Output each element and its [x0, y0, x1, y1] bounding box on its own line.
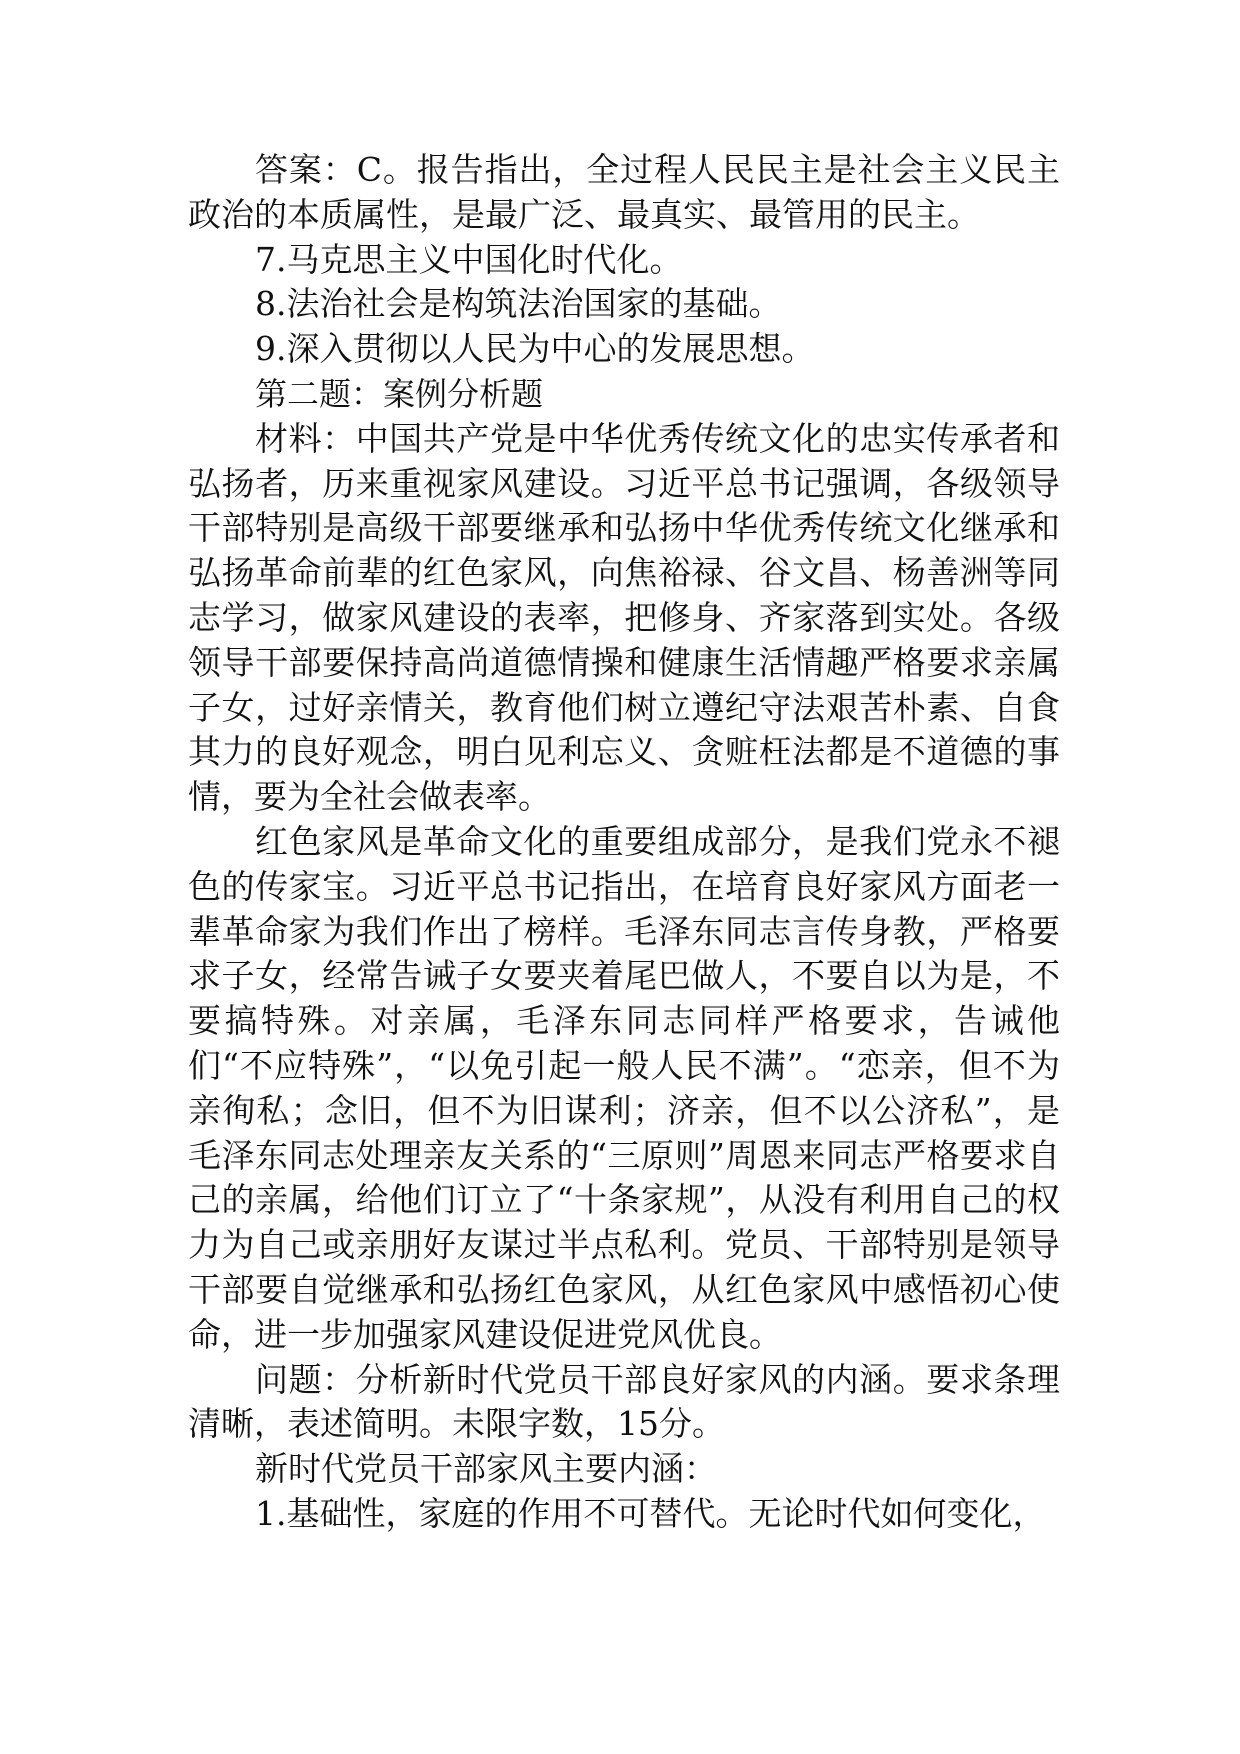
answer-item-9: 9.深入贯彻以人民为中心的发展思想。 — [255, 329, 815, 369]
document-page — [188, 148, 1060, 1537]
section-heading: 第二题：案例分析题 — [255, 374, 544, 413]
answer-paragraph: 答案：C。报告指出，全过程人民民主是社会主义民主政治的本质属性，是最广泛、最真实、最管用的民主。 — [188, 150, 1060, 234]
material-paragraph: 材料：中国共产党是中华优秀传统文化的忠实传承者和弘扬者，历来重视家风建设。习近平总书记强调，各级领导干部特别是高级干部要继承和弘扬中华优秀传统文化继承和弘扬革命前辈的红色家风，向焦裕禄、谷文昌、杨善洲等同志学习，做家风建设的表率，把修身、齐家落到实处。各级领导干部要保持高尚道德情操和健康生活情趣严格要求亲属子女，过好亲情关，教育他们树立遵纪守法艰苦朴素、自食其力的良好观念，明白见利忘义、贪赃枉法都是不道德的事情，要为全社会做表率。 — [188, 418, 1060, 817]
answer-item-8: 8.法治社会是构筑法治国家的基础。 — [255, 284, 782, 324]
red-family-paragraph: 红色家风是革命文化的重要组成部分，是我们党永不褪色的传家宝。习近平总书记指出，在培育良好家风方面老一辈革命家为我们作出了榜样。毛泽东同志言传身教，严格要求子女，经常告诫子女要夹着尾巴做人，不要自以为是，不要搞特殊。对亲属，毛泽东同志同样严格要求，告诫他们“不应特殊”，“以免引起一般人民不满”。“恋亲，但不为亲徇私；念旧，但不为旧谋利；济亲，但不以公济私”，是毛泽东同志处理亲友关系的“三原则”周恩来同志严格要求自己的亲属，给他们订立了“十条家规”，从没有利用自己的权力为自己或亲朋好友谋过半点私利。党员、干部特别是领导干部要自觉继承和弘扬红色家风，从红色家风中感悟初心使命，进一步加强家风建设促进党风优良。 — [188, 821, 1060, 1354]
answer-point-1: 1.基础性，家庭的作用不可替代。无论时代如何变化， — [255, 1493, 1046, 1533]
answer-item-7: 7.马克思主义中国化时代化。 — [255, 239, 683, 279]
answer-intro: 新时代党员干部家风主要内涵： — [255, 1449, 717, 1489]
question-paragraph: 问题：分析新时代党员干部良好家风的内涵。要求条理清晰，表述简明。未限字数，15分。 — [188, 1359, 1060, 1444]
